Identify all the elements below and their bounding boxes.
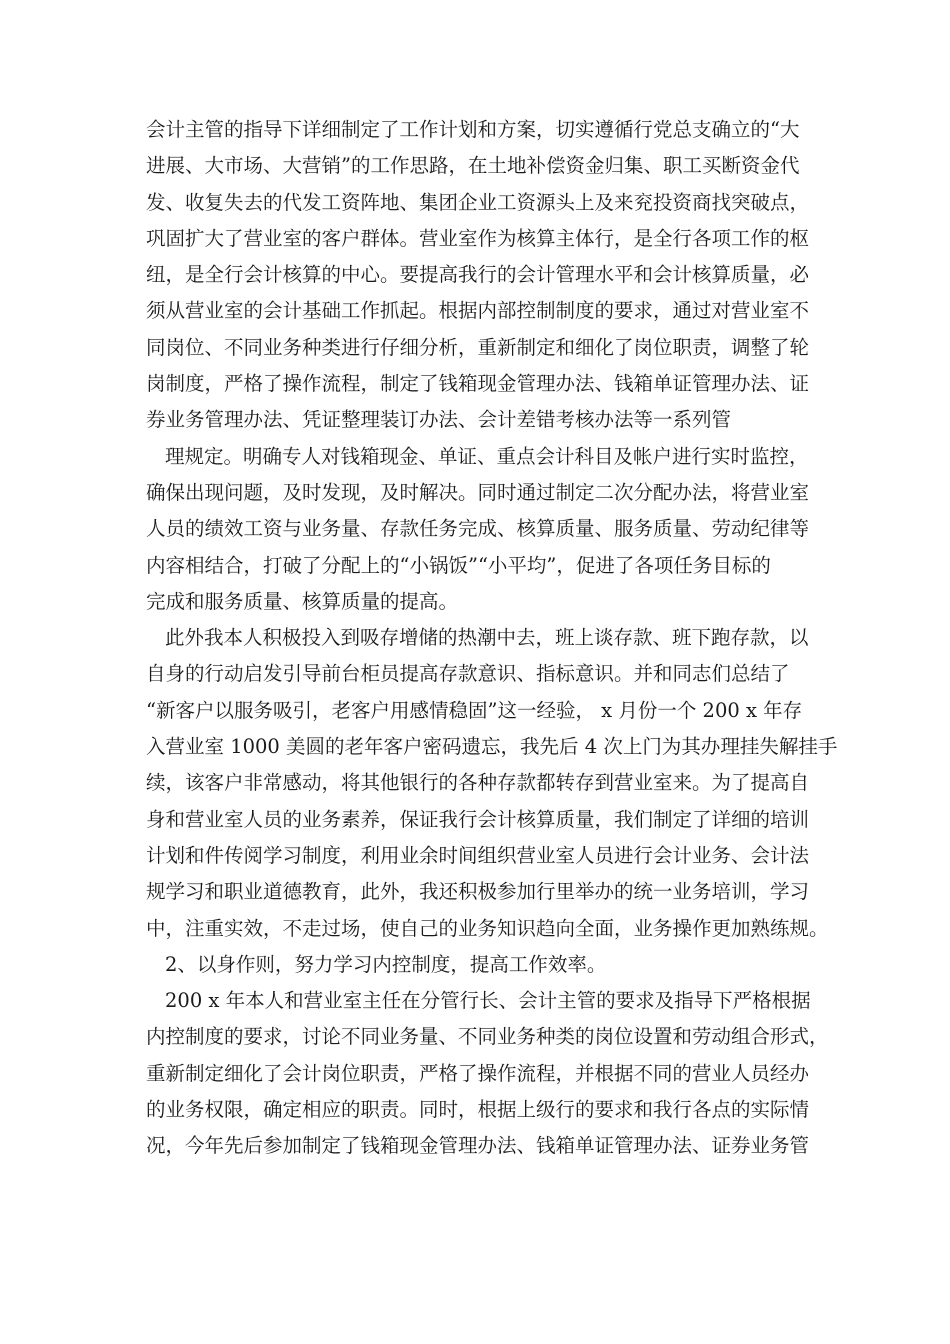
- text-line: 巩固扩大了营业室的客户群体。营业室作为核算主体行，是全行各项工作的枢: [146, 226, 810, 250]
- text-line: 况，今年先后参加制定了钱箱现金管理办法、钱箱单证管理办法、证券业务管: [146, 1134, 810, 1158]
- text-line: 的业务权限，确定相应的职责。同时，根据上级行的要求和我行各点的实际情: [146, 1098, 810, 1122]
- text-line: 规学习和职业道德教育，此外，我还积极参加行里举办的统一业务培训，学习: [146, 880, 810, 904]
- text-line: 入营业室 1000 美圆的老年客户密码遗忘，我先后 4 次上门为其办理挂失解挂手: [146, 735, 838, 759]
- text-line: 重新制定细化了会计岗位职责，严格了操作流程，并根据不同的营业人员经办: [146, 1061, 810, 1085]
- text-line: 身和营业室人员的业务素养，保证我行会计核算质量，我们制定了详细的培训: [146, 807, 810, 831]
- document-body: [146, 112, 838, 1165]
- text-line: 须从营业室的会计基础工作抓起。根据内部控制制度的要求，通过对营业室不: [146, 299, 810, 323]
- text-line: 中，注重实效，不走过场，使自己的业务知识趋向全面，业务操作更加熟练规。: [146, 916, 829, 940]
- text-line: 此外我本人积极投入到吸存增储的热潮中去，班上谈存款、班下跑存款，以: [165, 626, 809, 650]
- text-line: 确保出现问题，及时发现，及时解决。同时通过制定二次分配办法，将营业室: [146, 480, 810, 504]
- text-line: 200 x 年本人和营业室主任在分管行长、会计主管的要求及指导下严格根据: [165, 989, 811, 1013]
- text-line: 会计主管的指导下详细制定了工作计划和方案，切实遵循行党总支确立的“大: [146, 118, 800, 141]
- text-line: 自身的行动启发引导前台柜员提高存款意识、指标意识。并和同志们总结了: [146, 662, 790, 686]
- text-line: 同岗位、不同业务种类进行仔细分析，重新制定和细化了岗位职责，调整了轮: [146, 335, 810, 359]
- text-line: “新客户以服务吸引，老客户用感情稳固”这一经验， x 月份一个 200 x 年存: [146, 698, 803, 722]
- text-line: 人员的绩效工资与业务量、存款任务完成、核算质量、服务质量、劳动纪律等: [146, 517, 810, 541]
- text-line: 理规定。明确专人对钱箱现金、单证、重点会计科目及帐户进行实时监控，: [165, 444, 809, 468]
- text-line: 岗制度，严格了操作流程，制定了钱箱现金管理办法、钱箱单证管理办法、证: [146, 372, 810, 396]
- text-line: 续，该客户非常感动，将其他银行的各种存款都转存到营业室来。为了提高自: [146, 771, 810, 795]
- text-line: 计划和件传阅学习制度，利用业余时间组织营业室人员进行会计业务、会计法: [146, 843, 810, 867]
- text-line: 进展、大市场、大营销”的工作思路，在土地补偿资金归集、职工买断资金代: [146, 154, 800, 178]
- text-line: 纽，是全行会计核算的中心。要提高我行的会计管理水平和会计核算质量，必: [146, 263, 810, 287]
- text-line: 券业务管理办法、凭证整理装订办法、会计差错考核办法等一系列管: [146, 408, 732, 432]
- text-line: 发、收复失去的代发工资阵地、集团企业工资源头上及来兖投资商找突破点，: [146, 190, 810, 214]
- text-line: 内控制度的要求，讨论不同业务量、不同业务种类的岗位设置和劳动组合形式，: [146, 1025, 829, 1049]
- text-line: 完成和服务质量、核算质量的提高。: [146, 589, 459, 613]
- text-line: 2、以身作则，努力学习内控制度，提高工作效率。: [165, 952, 607, 976]
- text-line: 内容相结合，打破了分配上的“小锅饭”“小平均”，促进了各项任务目标的: [146, 553, 771, 577]
